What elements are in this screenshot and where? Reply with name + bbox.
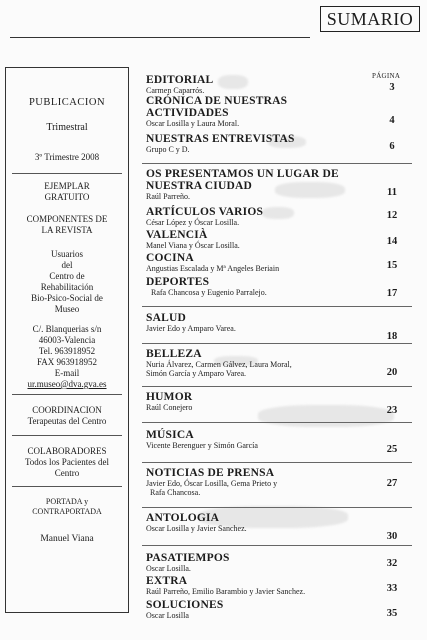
toc-entry-authors: Raúl Parreño, Emilio Barambio y Javier Sanchez. bbox=[146, 587, 306, 596]
toc-page-number: 15 bbox=[386, 260, 398, 271]
sidebar-centro: Centro de bbox=[49, 271, 85, 281]
toc-entry-valencia[interactable] bbox=[146, 229, 416, 250]
sidebar-publicacion: PUBLICACION bbox=[28, 97, 106, 108]
sidebar-manuel: Manuel Viana bbox=[40, 534, 94, 544]
toc-page-number: 30 bbox=[386, 531, 398, 542]
toc-entry-authors: Oscar Losilla. bbox=[146, 564, 191, 573]
toc-divider bbox=[142, 306, 412, 307]
toc-page-number: 18 bbox=[386, 331, 398, 342]
toc-entry-authors: Oscar Losilla y Laura Moral. bbox=[146, 119, 240, 128]
toc-entry-title: CRÓNICA DE NUESTRAS bbox=[146, 95, 288, 107]
toc-entry-title: ANTOLOGIA bbox=[146, 512, 220, 524]
toc-entry-title: MÚSICA bbox=[146, 429, 194, 441]
toc-entry-title: PASATIEMPOS bbox=[146, 552, 230, 564]
sumario-title: SUMARIO bbox=[320, 6, 420, 32]
pagina-label: PÁGINA bbox=[372, 72, 401, 80]
toc-page-number: 14 bbox=[386, 236, 398, 247]
toc-page-number: 17 bbox=[386, 288, 398, 299]
toc-entry-musica[interactable] bbox=[146, 429, 416, 450]
toc-entry-title-line2: ACTIVIDADES bbox=[146, 107, 229, 119]
sidebar-email-label: E-mail bbox=[54, 368, 80, 378]
sidebar-divider bbox=[12, 173, 122, 174]
sidebar-divider bbox=[12, 435, 122, 436]
toc-page-number: 35 bbox=[386, 608, 398, 619]
toc-entry-articulos[interactable] bbox=[146, 206, 416, 227]
toc-entry-authors: Oscar Losilla bbox=[146, 611, 189, 620]
toc-page-number: 3 bbox=[389, 82, 395, 93]
toc-entry-authors: Nuria Álvarez, Carmen Gálvez, Laura Moral, bbox=[146, 360, 292, 369]
toc-divider bbox=[142, 386, 412, 387]
toc-page-number: 23 bbox=[386, 405, 398, 416]
toc-divider bbox=[142, 343, 412, 344]
toc-entry-lugar[interactable] bbox=[146, 168, 416, 201]
toc-entry-authors: Raúl Conejero bbox=[146, 403, 193, 412]
toc-entry-authors: Angustias Escalada y Mª Angeles Beriain bbox=[146, 264, 280, 273]
toc-entry-authors: Oscar Losilla y Javier Sanchez. bbox=[146, 524, 247, 533]
sidebar-trimestre: 3º Trimestre 2008 bbox=[34, 152, 100, 162]
sidebar-centro2: Centro bbox=[54, 468, 80, 478]
sidebar-tel: Tel. 963918952 bbox=[38, 346, 96, 356]
toc-entry-title-line2: NUESTRA CIUDAD bbox=[146, 180, 252, 192]
toc-entry-soluciones[interactable] bbox=[146, 599, 416, 620]
sidebar-colaboradores: COLABORADORES bbox=[27, 446, 107, 456]
toc-entry-cronica[interactable] bbox=[146, 95, 416, 128]
toc-entry-authors: Vicente Berenguer y Simón García bbox=[146, 441, 258, 450]
sidebar-usuarios: Usuarios bbox=[51, 249, 83, 259]
sidebar-coordinacion: COORDINACION bbox=[32, 405, 102, 415]
toc-entry-title: SALUD bbox=[146, 312, 186, 324]
toc-entry-authors: Rafa Chancosa y Eugenio Parralejo. bbox=[151, 288, 267, 297]
toc-entry-title: NUESTRAS ENTREVISTAS bbox=[146, 133, 295, 145]
toc-entry-editorial[interactable] bbox=[146, 74, 416, 95]
sidebar-terapeutas: Terapeutas del Centro bbox=[27, 416, 107, 426]
toc-entry-authors: Carmen Caparrós. bbox=[146, 86, 205, 95]
toc-divider bbox=[142, 163, 412, 164]
toc-entry-authors: Javier Edo, Óscar Losilla, Gema Prieto y bbox=[146, 479, 278, 488]
toc-divider bbox=[142, 462, 412, 463]
toc-divider bbox=[142, 422, 412, 423]
sidebar-ejemplar: EJEMPLAR bbox=[44, 181, 90, 191]
toc-entry-title: EXTRA bbox=[146, 575, 188, 587]
sidebar-museo: Museo bbox=[54, 304, 80, 314]
toc-entry-authors: Raúl Parreño. bbox=[146, 192, 190, 201]
toc-page-number: 33 bbox=[386, 583, 398, 594]
sidebar-box bbox=[5, 67, 129, 613]
toc-entry-authors: Javier Edo y Amparo Varea. bbox=[146, 324, 236, 333]
toc-entry-deportes[interactable] bbox=[146, 276, 416, 297]
toc-entry-salud[interactable] bbox=[146, 312, 416, 333]
sidebar-componentes-1: COMPONENTES DE bbox=[26, 214, 108, 224]
sidebar-portada-1: PORTADA y bbox=[45, 497, 89, 506]
sidebar-componentes-2: LA REVISTA bbox=[41, 225, 93, 235]
sidebar-bio: Bio-Psico-Social de bbox=[31, 293, 103, 303]
sidebar-fax: FAX 963918952 bbox=[36, 357, 98, 367]
sidebar-divider bbox=[12, 394, 122, 395]
sidebar-del: del bbox=[61, 260, 73, 270]
sidebar-email[interactable]: ur.museo@dva.gva.es bbox=[27, 379, 107, 389]
sidebar-gratuito: GRATUITO bbox=[44, 192, 90, 202]
toc-page-number: 25 bbox=[386, 444, 398, 455]
toc-entry-antologia[interactable] bbox=[146, 512, 416, 533]
sidebar-divider bbox=[12, 486, 122, 487]
toc-entry-entrevistas[interactable] bbox=[146, 133, 416, 154]
toc-page-number: 6 bbox=[389, 141, 395, 152]
toc-entry-authors: César López y Óscar Losilla. bbox=[146, 218, 240, 227]
header-rule bbox=[10, 37, 310, 38]
toc-entry-title: OS PRESENTAMOS UN LUGAR DE bbox=[146, 168, 339, 180]
sidebar-rehabilitacion: Rehabilitación bbox=[40, 282, 94, 292]
sidebar-portada-2: CONTRAPORTADA bbox=[32, 507, 102, 516]
toc-page-number: 27 bbox=[386, 478, 398, 489]
sidebar-calle: C/. Blanquerias s/n bbox=[32, 324, 102, 334]
sidebar-cp: 46003-Valencia bbox=[38, 335, 96, 345]
toc-page-number: 4 bbox=[389, 115, 395, 126]
toc-entry-authors: Grupo C y D. bbox=[146, 145, 190, 154]
toc-entry-authors-line2: Simón García y Amparo Varea. bbox=[146, 369, 247, 378]
toc-entry-noticias[interactable] bbox=[146, 467, 416, 497]
toc-entry-title: VALENCIÀ bbox=[146, 229, 208, 241]
toc-page-number: 32 bbox=[386, 558, 398, 569]
toc-entry-title: ARTÍCULOS VARIOS bbox=[146, 206, 264, 218]
toc-entry-belleza[interactable] bbox=[146, 348, 416, 378]
toc-entry-cocina[interactable] bbox=[146, 252, 416, 273]
toc-entry-title: EDITORIAL bbox=[146, 74, 214, 86]
toc-entry-authors: Manel Viana y Óscar Losilla. bbox=[146, 241, 240, 250]
toc-entry-title: COCINA bbox=[146, 252, 194, 264]
toc-entry-authors-line2: Rafa Chancosa. bbox=[150, 488, 201, 497]
toc-entry-title: BELLEZA bbox=[146, 348, 202, 360]
toc-entry-title: HUMOR bbox=[146, 391, 193, 403]
toc-divider bbox=[142, 507, 412, 508]
toc-entry-extra[interactable] bbox=[146, 575, 416, 596]
toc-entry-title: SOLUCIONES bbox=[146, 599, 224, 611]
toc-entry-pasatiempos[interactable] bbox=[146, 552, 416, 573]
toc-page-number: 11 bbox=[387, 187, 397, 198]
toc-entry-title: NOTICIAS DE PRENSA bbox=[146, 467, 275, 479]
toc-entry-title: DEPORTES bbox=[146, 276, 210, 288]
toc-entry-humor[interactable] bbox=[146, 391, 416, 412]
toc-page-number: 20 bbox=[386, 367, 398, 378]
toc-divider bbox=[142, 545, 412, 546]
toc-page-number: 12 bbox=[386, 210, 398, 221]
sidebar-todos: Todos los Pacientes del bbox=[24, 457, 110, 467]
sidebar-trimestral: Trimestral bbox=[46, 122, 88, 133]
